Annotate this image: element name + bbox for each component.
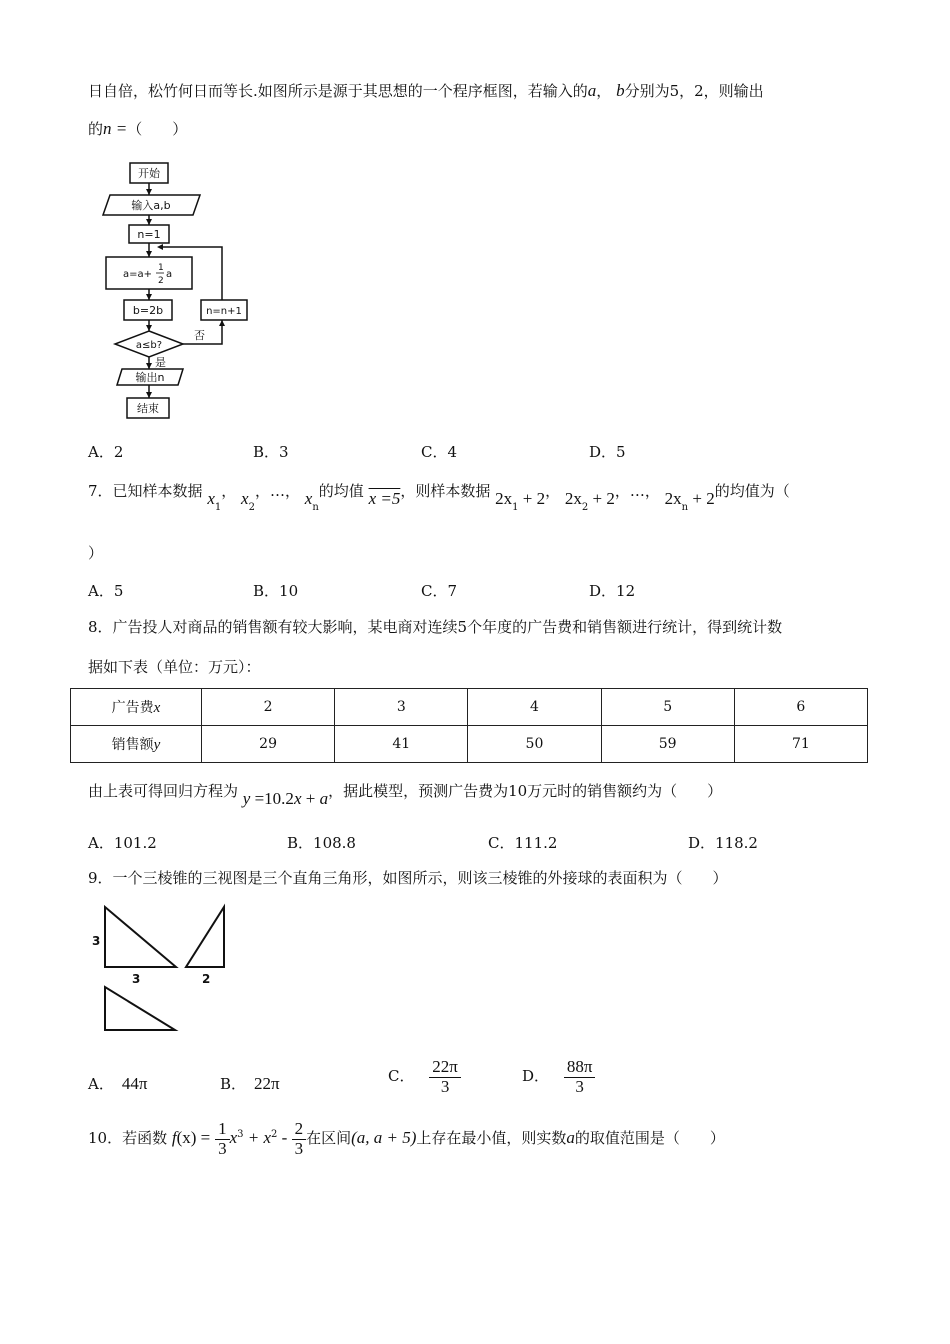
- svg-text:2: 2: [158, 276, 164, 286]
- q8-option-c[interactable]: C．111.2: [488, 834, 558, 852]
- table-cell: 6: [734, 689, 867, 726]
- q9-option-a[interactable]: A． 44π: [88, 1074, 148, 1093]
- label-height-3: 3: [92, 934, 101, 948]
- table-cell: 2: [202, 689, 335, 726]
- q9-text: 9．一个三棱锥的三视图是三个直角三角形，如图所示，则该三棱锥的外接球的表面积为（ ）: [88, 869, 728, 887]
- front-view-triangle: [105, 907, 176, 967]
- label-base-3: 3: [132, 972, 141, 986]
- label-width-2: 2: [202, 972, 211, 986]
- table-cell: 3: [335, 689, 468, 726]
- q6-option-b[interactable]: B．3: [253, 443, 289, 461]
- fc-update-a: a=a+: [123, 269, 153, 280]
- fc-input: 输入a,b: [131, 199, 171, 212]
- flowchart: [95, 158, 265, 426]
- q9-option-d[interactable]: D． $\frac{88\pi}{3}$: [522, 1058, 595, 1096]
- table-cell: 41: [335, 726, 468, 763]
- q8-text-line2: 据如下表（单位：万元）：: [88, 658, 261, 676]
- q9-option-c[interactable]: C． $\frac{22\pi}{3}$: [388, 1058, 461, 1096]
- table-cell: 29: [202, 726, 335, 763]
- q7-option-b[interactable]: B．10: [253, 582, 299, 600]
- fc-start: 开始: [138, 167, 160, 180]
- table-row: [71, 689, 868, 726]
- fc-end: 结束: [137, 402, 159, 415]
- fc-output: 输出n: [135, 371, 165, 384]
- q7-option-d[interactable]: D．12: [589, 582, 636, 600]
- q8-regression-text: 由上表可得回归方程为 y =10.2x + a，据此模型，预测广告费为10万元时的销售额约为（ ）: [88, 782, 723, 808]
- q8-option-b[interactable]: B．108.8: [287, 834, 356, 852]
- fc-yes: 是: [155, 356, 166, 369]
- q8-option-a[interactable]: A．101.2: [88, 834, 157, 852]
- svg-text:a: a: [166, 269, 173, 280]
- side-view-triangle: [186, 907, 224, 967]
- three-view-diagram: [88, 902, 238, 1036]
- table-cell: 59: [601, 726, 734, 763]
- table-cell: 4: [468, 689, 601, 726]
- table-cell: 50: [468, 726, 601, 763]
- svg-text:1: 1: [158, 263, 164, 273]
- ad-sales-table: [70, 688, 868, 763]
- q7-text: 7．已知样本数据 $x_1$， $x_2$，…， $x_n$的均值 x =5，则样本数据 $2x_1 + 2$， $2x_2 + 2$，…， $2x_n + 2$的均值为（: [88, 482, 790, 513]
- q6-text-line1: 日自倍，松竹何日而等长.如图所示是源于其思想的一个程序框图，若输入的a， b分别为5，2，则输出: [88, 81, 764, 100]
- table-cell: 5: [601, 689, 734, 726]
- fc-no: 否: [194, 329, 205, 342]
- q6-option-c[interactable]: C．4: [421, 443, 458, 461]
- q7-option-c[interactable]: C．7: [421, 582, 458, 600]
- q6-text-line2: 的n =（ ）: [88, 119, 188, 138]
- table-cell: 71: [734, 726, 867, 763]
- q6-option-d[interactable]: D．5: [589, 443, 626, 461]
- q7-option-a[interactable]: A．5: [88, 582, 124, 600]
- top-view-triangle: [105, 987, 175, 1030]
- row-header-ad-cost: 广告费x: [71, 689, 202, 726]
- fc-update-b: b=2b: [132, 304, 164, 317]
- fc-cond: a≤b?: [135, 340, 163, 351]
- q8-text-line1: 8．广告投人对商品的销售额有较大影响，某电商对连续5个年度的广告费和销售额进行统计，得到统计数: [88, 618, 783, 636]
- row-header-sales: 销售额y: [71, 726, 202, 763]
- fc-inc: n=n+1: [206, 306, 242, 317]
- q10-text: 10．若函数 f(x) = $\frac{1}{3}$ $x^3 + x^2$ - $\frac{2}{3}$ 在区间(a, a + 5)上存在最小值，则实数a的取值范围是（ ）: [88, 1119, 725, 1158]
- q7-close-paren: ）: [88, 544, 104, 562]
- q9-option-b[interactable]: B． 22π: [220, 1074, 280, 1093]
- fc-init: n=1: [137, 228, 161, 241]
- q8-option-d[interactable]: D．118.2: [688, 834, 758, 852]
- table-row: [71, 726, 868, 763]
- q6-option-a[interactable]: A．2: [88, 443, 124, 461]
